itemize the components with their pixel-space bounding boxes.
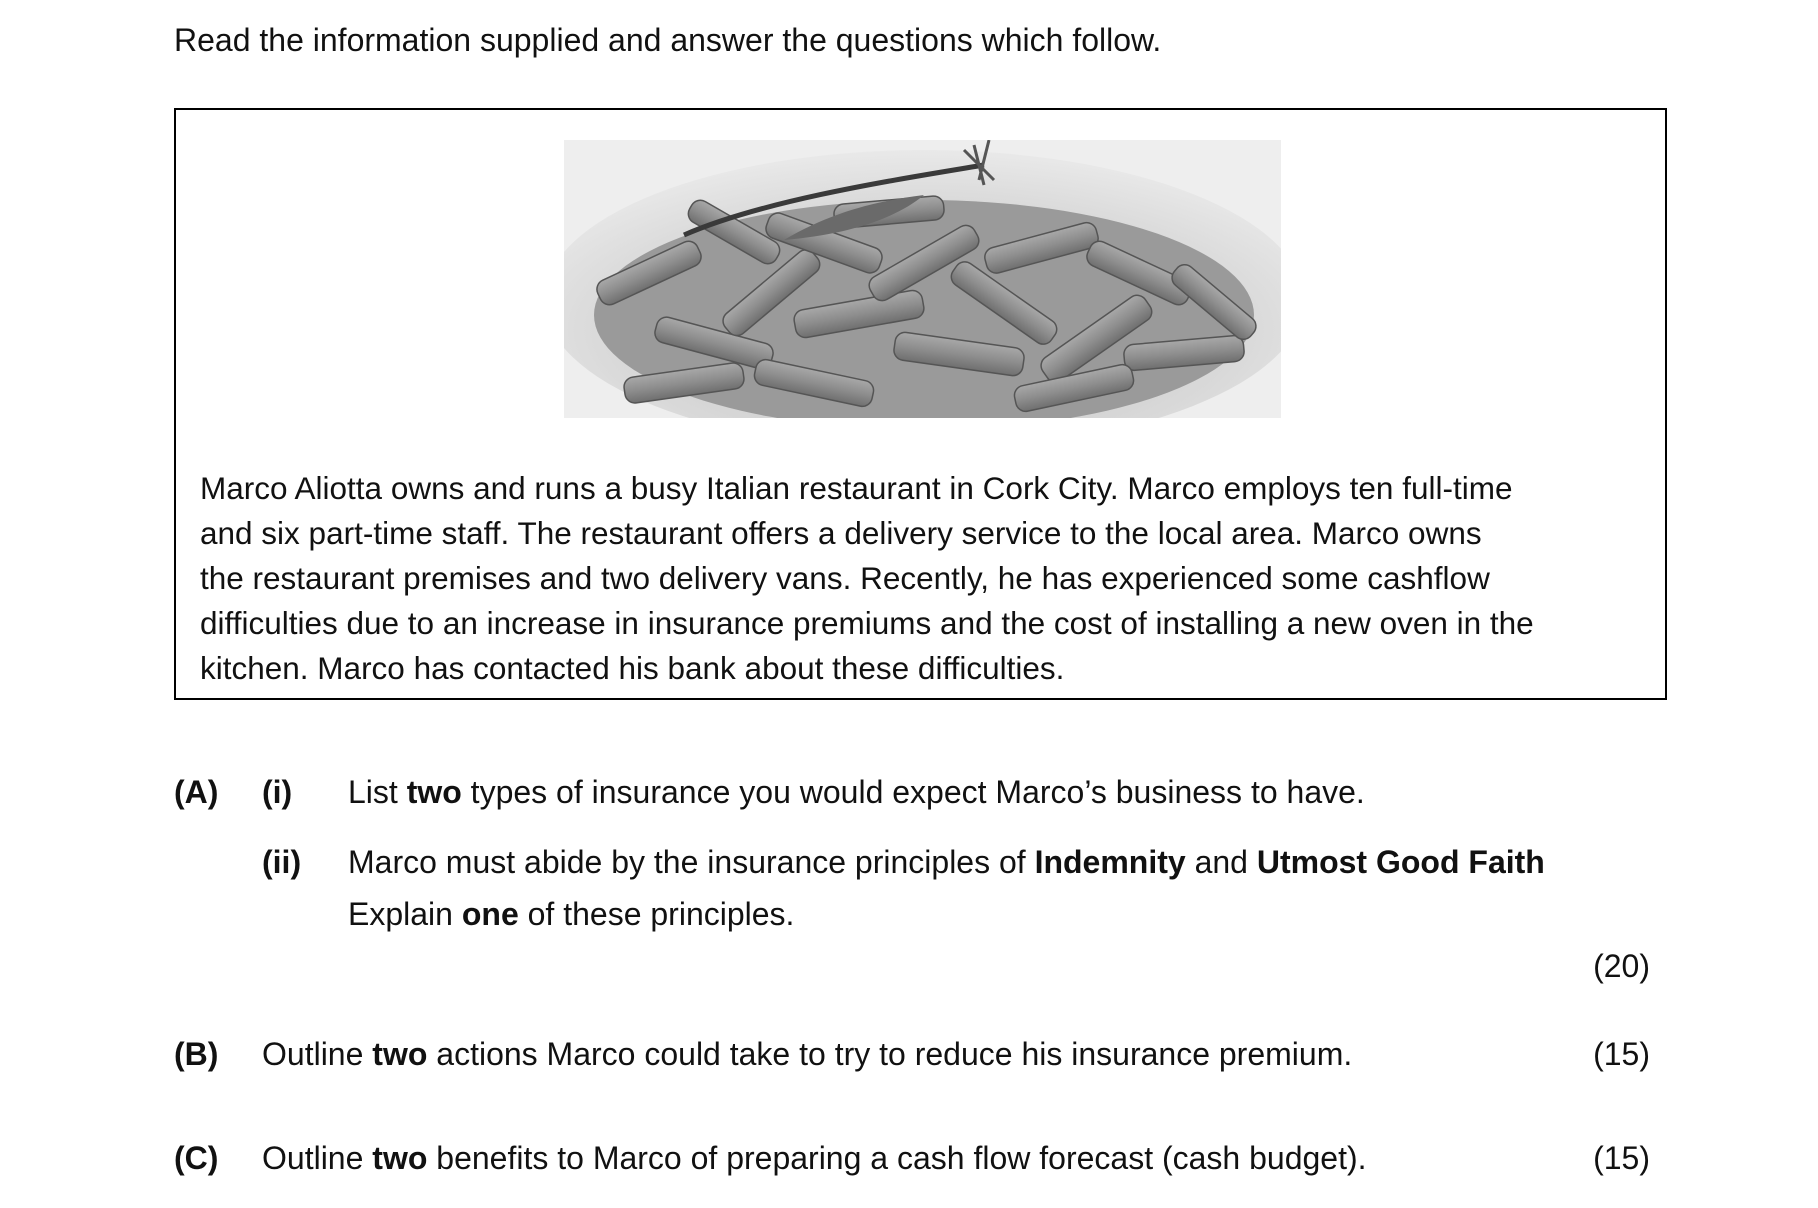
question-c-marks: (15) <box>1593 1140 1650 1176</box>
question-c-label: (C) <box>174 1140 219 1176</box>
pasta-penne-photo-icon <box>564 140 1281 418</box>
question-a-ii-text-line1: Marco must abide by the insurance principles of Indemnity and Utmost Good Faith <box>348 844 1545 880</box>
question-a-ii-label: (ii) <box>262 844 302 880</box>
question-a-marks: (20) <box>1593 948 1650 984</box>
question-a-label: (A) <box>174 774 219 810</box>
question-a-i-label: (i) <box>262 774 293 810</box>
case-study-line: kitchen. Marco has contacted his bank about these difficulties. <box>200 650 1065 686</box>
case-study-line: the restaurant premises and two delivery vans. Recently, he has experienced some cashflow <box>200 560 1490 596</box>
instructions: Read the information supplied and answer the questions which follow. <box>174 22 1162 58</box>
case-study-line: and six part-time staff. The restaurant offers a delivery service to the local area. Marco owns <box>200 515 1482 551</box>
case-study-line: Marco Aliotta owns and runs a busy Italian restaurant in Cork City. Marco employs ten full-time <box>200 470 1513 506</box>
question-b-label: (B) <box>174 1036 219 1072</box>
question-a-i-text: List two types of insurance you would expect Marco’s business to have. <box>348 774 1365 810</box>
pasta-photo <box>564 140 1281 418</box>
case-study-line: difficulties due to an increase in insurance premiums and the cost of installing a new oven in the <box>200 605 1534 641</box>
case-study-box <box>174 108 1667 700</box>
question-b-text: Outline two actions Marco could take to try to reduce his insurance premium. <box>262 1036 1353 1072</box>
question-b-marks: (15) <box>1593 1036 1650 1072</box>
question-a-ii-text-line2: Explain one of these principles. <box>348 896 795 932</box>
question-c-text: Outline two benefits to Marco of preparing a cash flow forecast (cash budget). <box>262 1140 1367 1176</box>
case-study-text <box>200 466 1650 691</box>
